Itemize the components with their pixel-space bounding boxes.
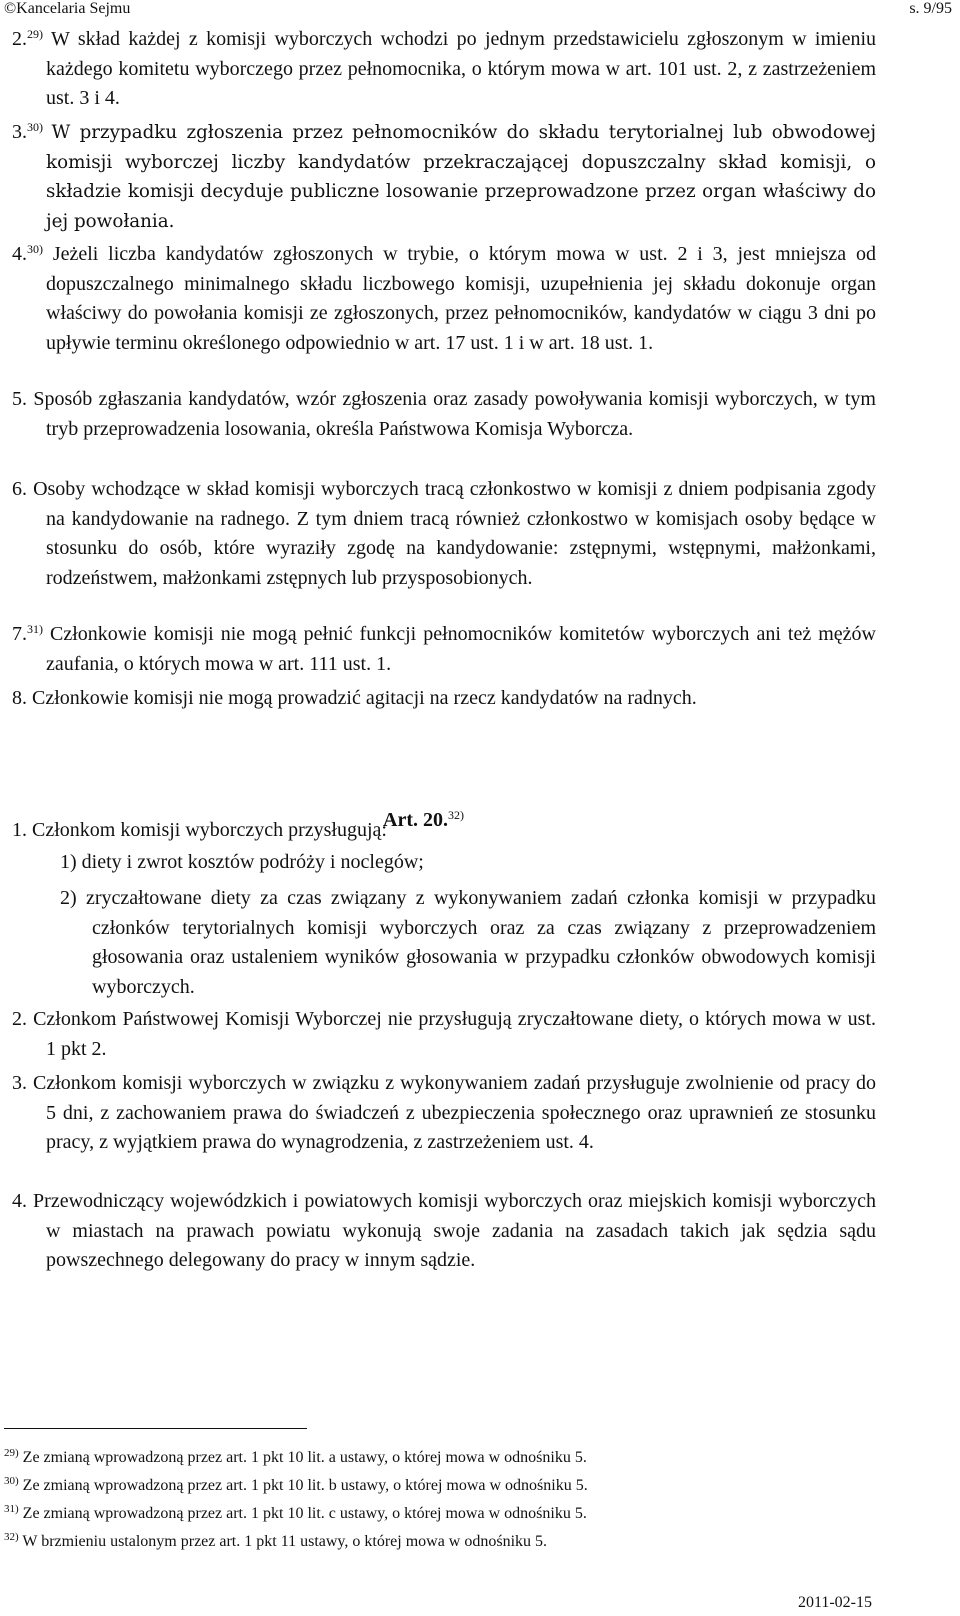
paragraph-text: Przewodniczący wojewódzkich i powiatowych komisji wyborczych oraz miejskich komisji wyborczych w miastach na prawach powiatu wykonują swoje zadania na zasadach takich jak sędzia sądu powszechnego delegowany do pracy w innym sądzie. <box>33 1190 877 1271</box>
footer-date: 2011-02-15 <box>797 1594 872 1611</box>
paragraph-number: 6. <box>12 478 27 500</box>
footnote-30 <box>4 1475 588 1497</box>
art-paragraph-3 <box>12 1069 876 1158</box>
paragraph-text: Członkom komisji wyborczych przysługują: <box>32 819 387 841</box>
paragraph-number: 7. <box>12 623 27 645</box>
footnote-31 <box>4 1503 587 1525</box>
footnote-ref[interactable]: 32) <box>447 808 464 822</box>
paragraph-text: W skład każdej z komisji wyborczych wchodzi po jednym przedstawicielu zgłoszonym w imieniu każdego komitetu wyborczego przez pełnomocnika, o którym mowa w art. 101 ust. 2, z zastrzeżeniem ust. 3 i 4. <box>46 28 877 109</box>
paragraph-text: Członkom komisji wyborczych w związku z wykonywaniem zadań przysługuje zwolnienie od pracy do 5 dni, z zachowaniem prawa do świadczeń z ubezpieczenia społecznego oraz uprawnień ze stosunku pracy, z wyjątkiem prawa do wynagrodzenia, z zastrzeżeniem ust. 4. <box>33 1072 876 1153</box>
list-item-number: 1) <box>60 851 77 873</box>
footnote-number: 31) <box>4 1503 19 1515</box>
paragraph-2 <box>12 25 876 114</box>
paragraph-number: 4. <box>12 243 27 265</box>
footnote-divider <box>4 1428 307 1429</box>
paragraph-8 <box>12 684 876 714</box>
footnote-ref[interactable]: 31) <box>27 622 43 636</box>
footnote-text: W brzmieniu ustalonym przez art. 1 pkt 11 ustawy, o której mowa w odnośniku 5. <box>22 1533 548 1550</box>
list-item-1 <box>60 848 876 878</box>
paragraph-text: Sposób zgłaszania kandydatów, wzór zgłoszenia oraz zasady powoływania komisji wyborczych, w tym tryb przeprowadzenia losowania, określa Państwowa Komisja Wyborcza. <box>33 388 876 440</box>
list-item-text: diety i zwrot kosztów podróży i noclegów; <box>81 851 424 873</box>
footnote-ref[interactable]: 30) <box>27 242 43 256</box>
paragraph-3 <box>12 118 876 236</box>
list-item-number: 2) <box>60 887 77 909</box>
footnote-text: Ze zmianą wprowadzoną przez art. 1 pkt 10 lit. b ustawy, o której mowa w odnośniku 5. <box>22 1477 588 1494</box>
footnote-number: 32) <box>4 1531 19 1543</box>
paragraph-text: W przypadku zgłoszenia przez pełnomocników do składu terytorialnej lub obwodowej komisji wyborczej liczby kandydatów przekraczającej dopuszczalny skład komisji, o składzie komisji decyduje publiczne losowanie przeprowadzone przez organ właściwy do jej powołania. <box>46 122 877 232</box>
list-item-2 <box>60 884 876 1002</box>
list-item-text: zryczałtowane diety za czas związany z wykonywaniem zadań członka komisji w przypadku członków terytorialnych komisji wyborczych oraz za czas związany z przeprowadzeniem głosowania oraz ustaleniem wyników głosowania w przypadku członków obwodowych komisji wyborczych. <box>86 887 876 998</box>
paragraph-6 <box>12 475 876 593</box>
footnote-ref[interactable]: 29) <box>27 27 43 41</box>
paragraph-text: Członkowie komisji nie mogą prowadzić agitacji na rzecz kandydatów na radnych. <box>32 687 697 709</box>
footnote-number: 30) <box>4 1475 19 1487</box>
paragraph-number: 2. <box>12 1008 27 1030</box>
paragraph-number: 2. <box>12 28 27 50</box>
paragraph-text: Członkowie komisji nie mogą pełnić funkcji pełnomocników komitetów wyborczych ani też mężów zaufania, o których mowa w art. 111 ust. 1. <box>46 623 876 675</box>
footnote-29 <box>4 1447 587 1469</box>
paragraph-number: 5. <box>12 388 27 410</box>
art-paragraph-2 <box>12 1005 876 1064</box>
paragraph-number: 3. <box>12 1072 27 1094</box>
paragraph-text: Członkom Państwowej Komisji Wyborczej nie przysługują zryczałtowane diety, o których mowa w ust. 1 pkt 2. <box>33 1008 876 1060</box>
paragraph-5 <box>12 385 876 444</box>
footnote-32 <box>4 1531 547 1553</box>
paragraph-4 <box>12 240 876 358</box>
header-page-number: s. 9/95 <box>909 0 952 17</box>
article-title-text: Art. 20. <box>383 809 448 831</box>
footnote-number: 29) <box>4 1447 19 1459</box>
paragraph-number: 3. <box>12 121 27 143</box>
footnote-text: Ze zmianą wprowadzoną przez art. 1 pkt 10 lit. c ustawy, o której mowa w odnośniku 5. <box>22 1505 587 1522</box>
paragraph-text: Osoby wchodzące w skład komisji wyborczych tracą członkostwo w komisji z dniem podpisania zgody na kandydowanie na radnego. Z tym dniem tracą również członkostwo w komisjach osoby będące w stosunku do osób, które wyraziły zgodę na kandydowanie: zstępnymi, wstępnymi, małżonkami, rodzeństwem, małżonkami zstępnych lub przysposobionych. <box>33 478 877 589</box>
art-paragraph-1 <box>12 816 876 846</box>
art-paragraph-4 <box>12 1187 876 1276</box>
footnote-text: Ze zmianą wprowadzoną przez art. 1 pkt 10 lit. a ustawy, o której mowa w odnośniku 5. <box>22 1449 587 1466</box>
paragraph-text: Jeżeli liczba kandydatów zgłoszonych w trybie, o którym mowa w ust. 2 i 3, jest mniejsza od dopuszczalnego minimalnego składu liczbowego komisji, uzupełnienia jej składu dokonuje organ właściwy do powołania komisji ze zgłoszonych, przez pełnomocników, kandydatów w ciągu 3 dni po upływie terminu określonego odpowiednio w art. 17 ust. 1 i w art. 18 ust. 1. <box>46 243 877 354</box>
paragraph-number: 1. <box>12 819 27 841</box>
footnote-ref[interactable]: 30) <box>27 120 43 134</box>
paragraph-number: 8. <box>12 687 27 709</box>
header-publisher: ©Kancelaria Sejmu <box>4 0 131 17</box>
paragraph-number: 4. <box>12 1190 27 1212</box>
paragraph-7 <box>12 620 876 679</box>
